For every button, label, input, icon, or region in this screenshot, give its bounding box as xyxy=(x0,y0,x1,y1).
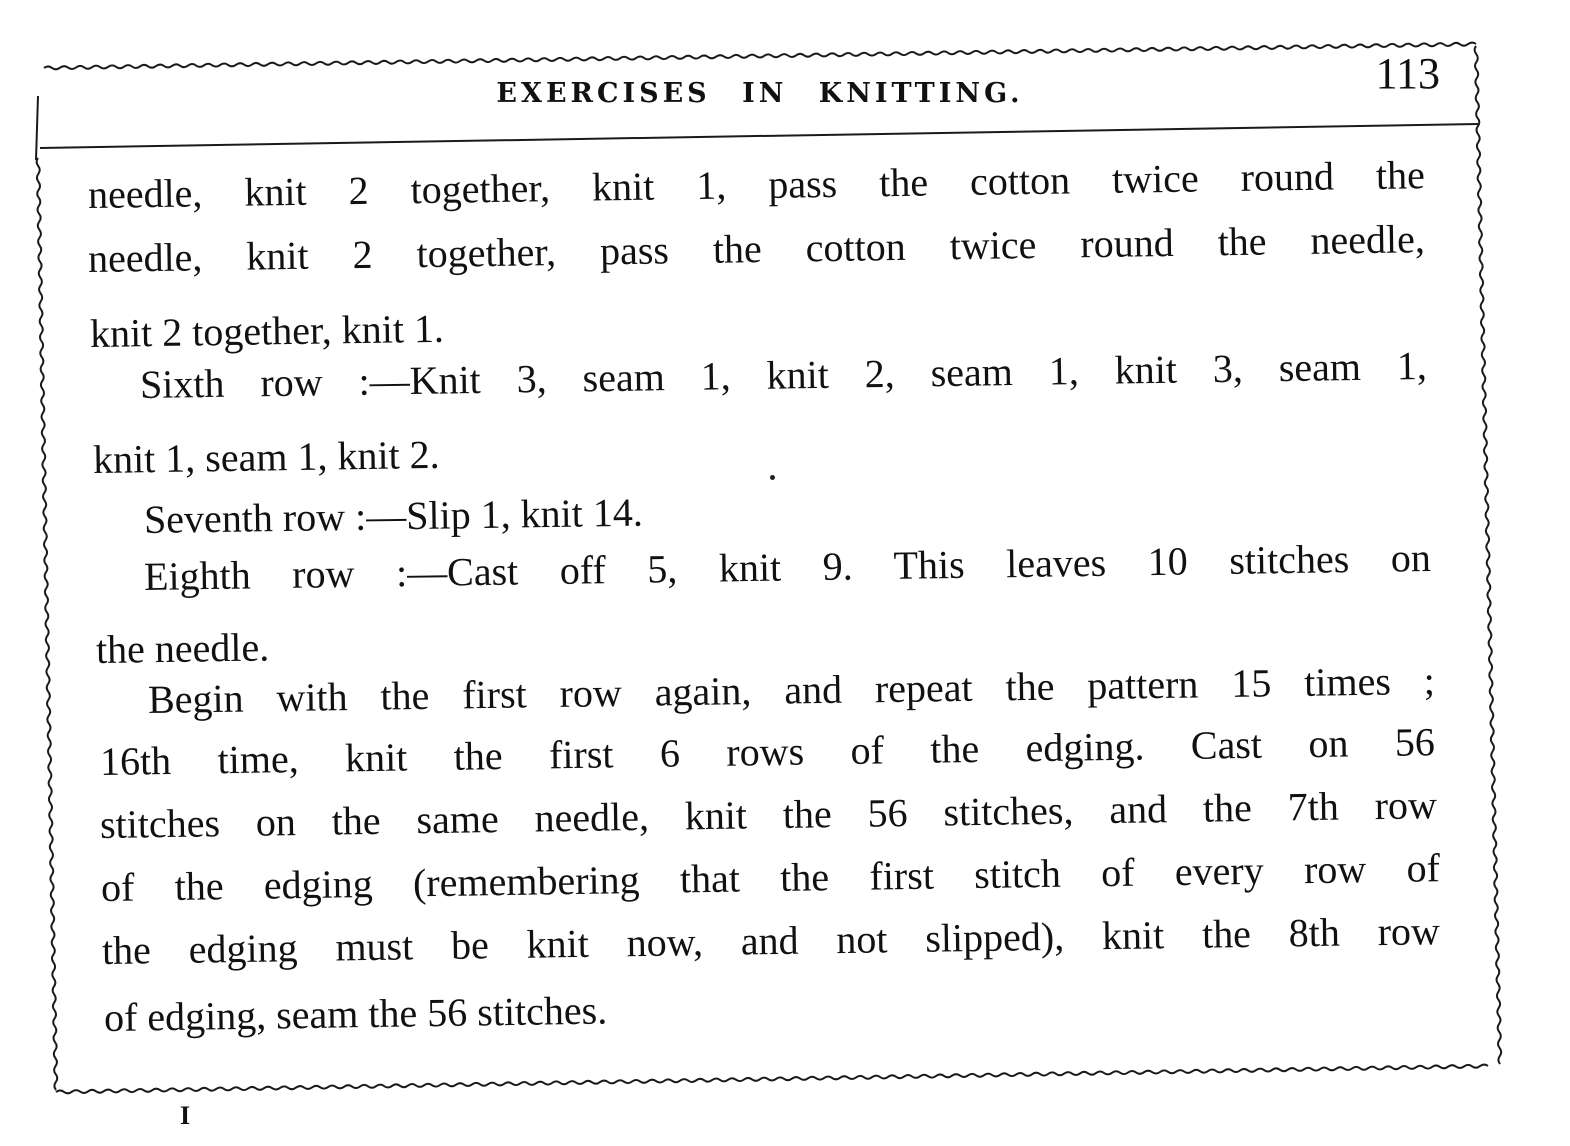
text-line-14: of edging, seam the 56 stitches. xyxy=(103,987,608,1040)
text-line-9: Begin with the first row again, and repeat the pattern 15 times ; xyxy=(147,657,1436,722)
border-right-wavy xyxy=(1475,46,1502,1064)
header-rule xyxy=(40,124,1478,148)
text-line-7: Eighth row :—Cast off 5, knit 9. This leaves 10 stitches on xyxy=(143,534,1432,599)
border-left-wavy xyxy=(37,158,58,1090)
text-line-8: the needle. xyxy=(95,624,270,672)
text-line-12: of the edging (remembering that the first stitch of every row of xyxy=(100,845,1441,910)
text-line-4: Sixth row :—Knit 3, seam 1, knit 2, seam 1, knit 3, seam 1, xyxy=(139,342,1428,407)
text-line-11: stitches on the same needle, knit the 56 stitches, and the 7th row xyxy=(99,782,1438,847)
text-line-1: needle, knit 2 together, knit 1, pass the cotton twice round the xyxy=(87,152,1426,217)
signature-mark: I xyxy=(180,1101,191,1130)
border-top-wavy xyxy=(44,43,1476,70)
text-line-5: knit 1, seam 1, knit 2. xyxy=(92,431,440,482)
left-edge-rule xyxy=(36,96,38,160)
border-bottom-wavy xyxy=(56,1065,1488,1094)
page-number: 113 xyxy=(1375,49,1440,98)
text-line-2: needle, knit 2 together, pass the cotton twice round the needle, xyxy=(87,216,1426,281)
text-line-3: knit 2 together, knit 1. xyxy=(89,305,445,356)
running-head-title: EXERCISES IN KNITTING. xyxy=(496,78,1024,109)
text-line-10: 16th time, knit the first 6 rows of the edging. Cast on 56 xyxy=(99,719,1436,784)
print-speck xyxy=(770,475,775,480)
text-line-13: the edging must be knit now, and not slipped), knit the 8th row xyxy=(101,908,1441,973)
text-line-6: Seventh row :—Slip 1, knit 14. xyxy=(143,489,644,542)
